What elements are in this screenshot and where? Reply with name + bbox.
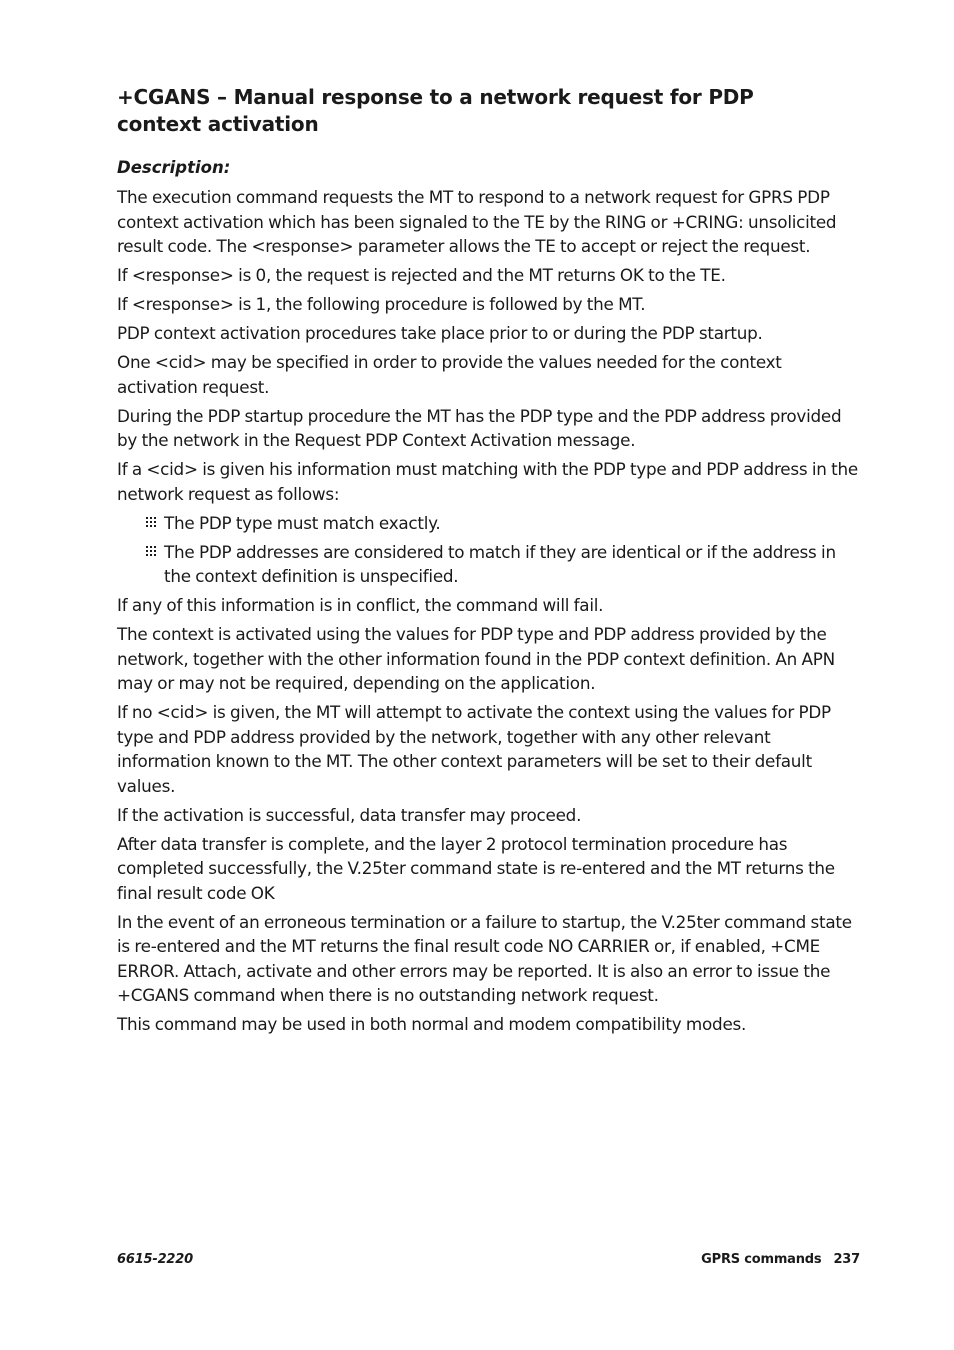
section-title [117,84,862,138]
description-subheading: Description: [117,158,231,177]
list-item [117,511,862,536]
paragraph: This command may be used in both normal and modem compatibility modes. [117,1014,747,1034]
page-content [117,84,862,1041]
dot-grid-bullet-icon [146,546,158,558]
paragraph: The execution command requests the MT to respond to a network request for GPRS PDP context activation which has been signaled to the TE by the RING or +CRING: unsolicited result code. The <response> parameter allows the TE to accept or reject the request. [117,187,837,256]
paragraph: During the PDP startup procedure the MT has the PDP type and the PDP address provided by the network in the Request PDP Context Activation message. [117,405,842,450]
list-item-text: The PDP type must match exactly. [164,512,441,533]
paragraph: If <response> is 1, the following procedure is followed by the MT. [117,294,646,314]
footer-doc-number: 6615-2220 [117,1252,193,1267]
paragraph: If <response> is 0, the request is rejected and the MT returns OK to the TE. [117,265,726,285]
paragraph: PDP context activation procedures take place prior to or during the PDP startup. [117,323,763,343]
paragraph: If the activation is successful, data transfer may proceed. [117,804,582,825]
paragraph: If no <cid> is given, the MT will attempt to activate the context using the values for PDP type and PDP address provided by the network, together with any other relevant information known to the MT. The other context parameters will be set to their default values. [117,702,831,796]
footer-section [701,1252,860,1267]
paragraph: One <cid> may be specified in order to provide the values needed for the context activation request. [117,352,782,397]
paragraph: The context is activated using the values for PDP type and PDP address provided by the network, together with the other information found in the PDP context definition. An APN may or may not be required, depending on the application. [117,624,835,693]
list-item-text: The PDP addresses are considered to match if they are identical or if the address in the context definition is unspecified. [164,541,836,586]
page-number: 237 [833,1252,860,1267]
paragraph: In the event of an erroneous termination or a failure to startup, the V.25ter command state is re-entered and the MT returns the final result code NO CARRIER or, if enabled, +CME ERROR. Attach, activate and other errors may be reported. It is also an error to issue the +CGANS command when there is no outstanding network request. [117,911,852,1005]
paragraph: After data transfer is complete, and the layer 2 protocol termination procedure has completed successfully, the V.25ter command state is re-entered and the MT returns the final result code OK [117,833,835,903]
paragraph: If a <cid> is given his information must matching with the PDP type and PDP address in the network request as follows: [117,459,858,504]
section-title-line2: context activation [117,112,319,136]
paragraph: If any of this information is in conflict, the command will fail. [117,595,604,615]
dot-grid-bullet-icon [146,517,158,529]
section-title-line1: +CGANS – Manual response to a network request for PDP [117,85,754,109]
footer-section-name: GPRS commands [701,1252,822,1267]
list-item [117,540,862,589]
